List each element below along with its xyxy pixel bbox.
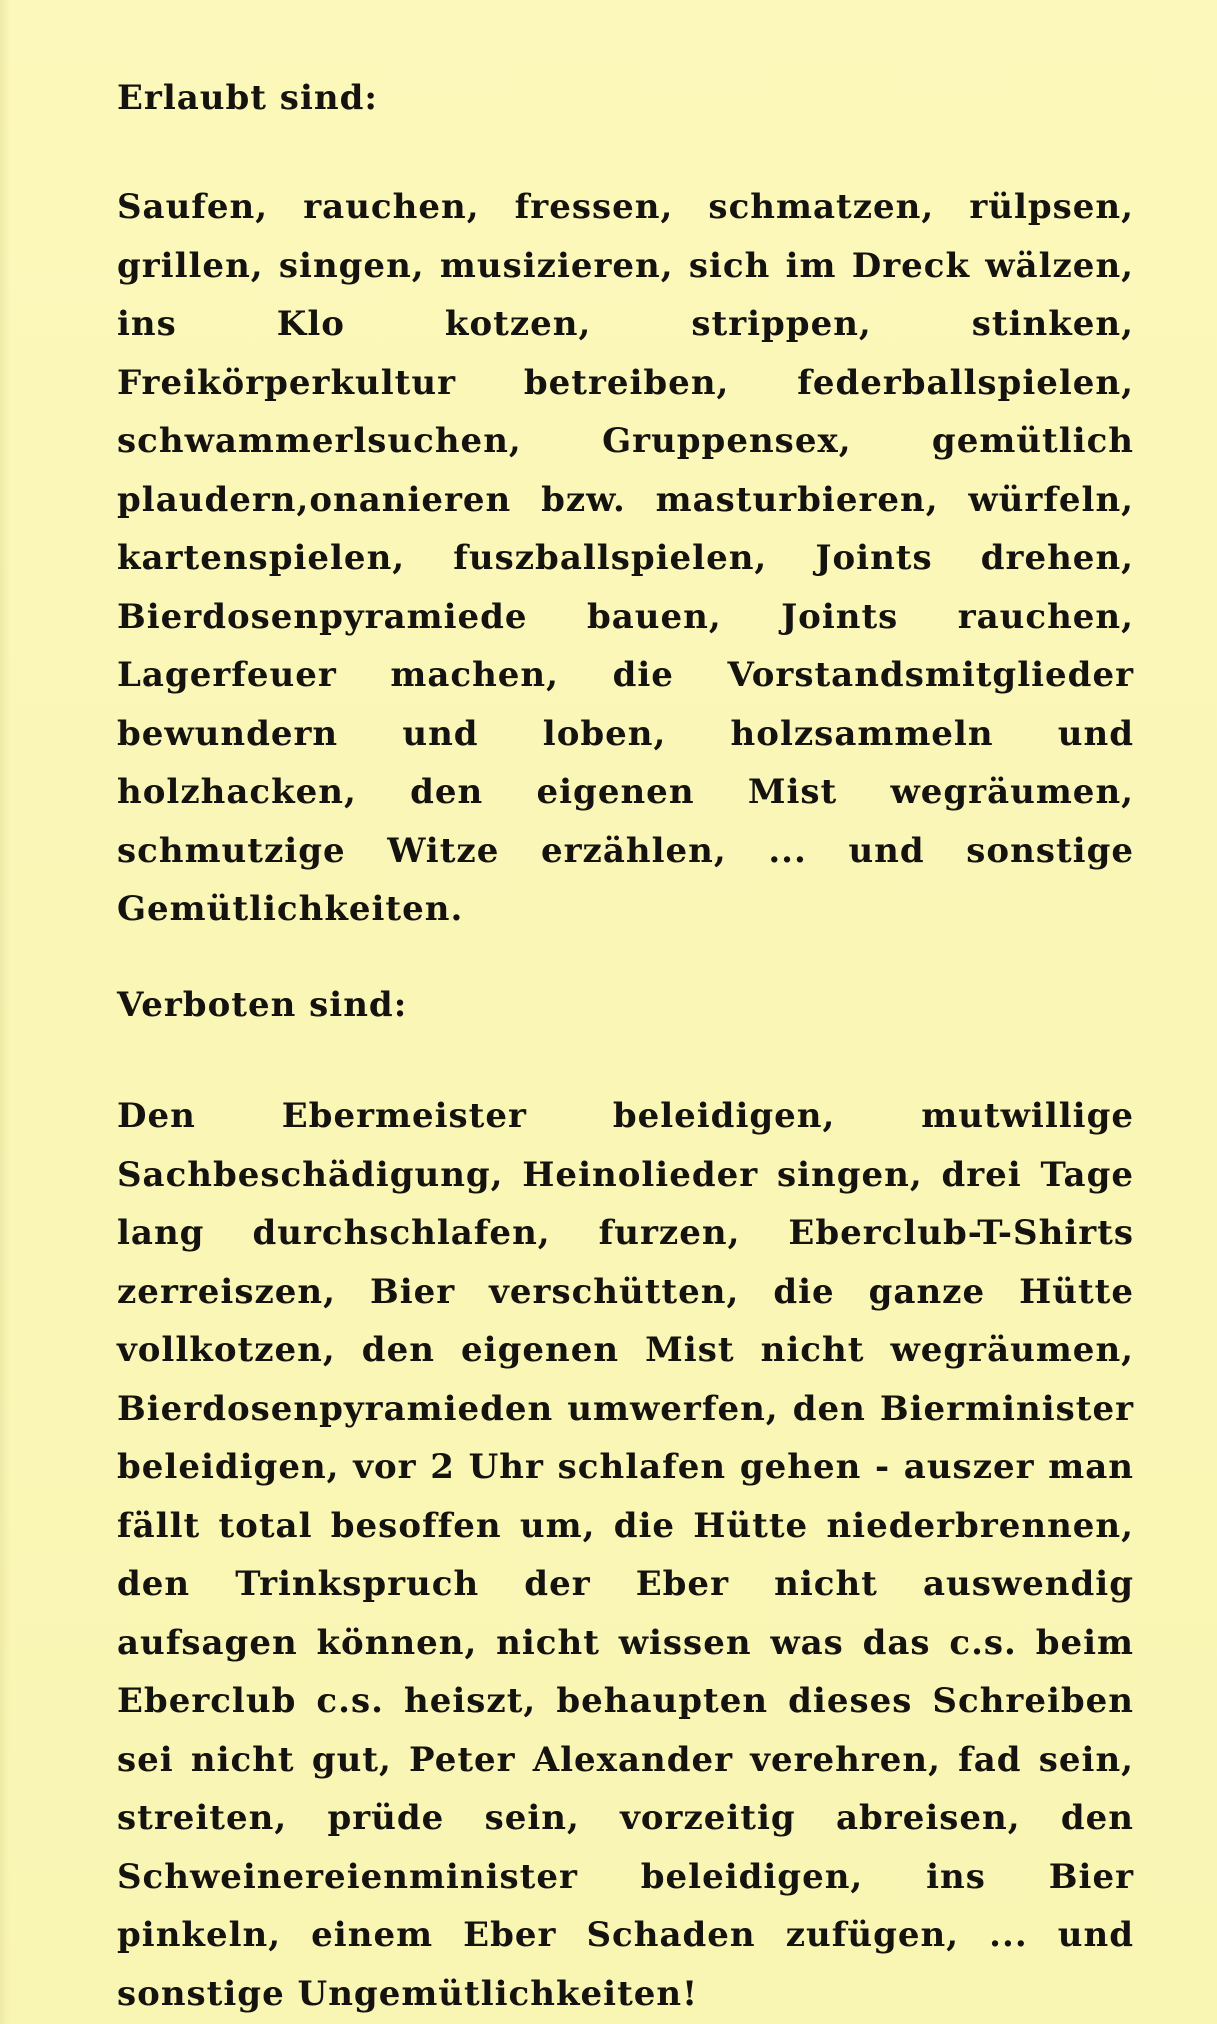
forbidden-paragraph: Den Ebermeister beleidigen, mutwillige Sachbeschädigung, Heinolieder singen, drei Tage lang durchschlafen, furzen, Eberclub-T-Shirts zerreiszen, Bier verschütten, die ganze Hütte vollkotzen, den eigenen Mist nicht wegräumen, Bierdosenpyramieden umwerfen, den Bierminister beleidigen, vor 2 Uhr schlafen gehen - auszer man fällt total besoffen um, die Hütte niederbrennen, den Trinkspruch der Eber nicht auswendig aufsagen können, nicht wissen was das c.s. beim Eberclub c.s. heiszt, behaupten dieses Schreiben sei nicht gut, Peter Alexander verehren, fad sein, streiten, prüde sein, vorzeitig abreisen, den Schweinereienminister beleidigen, ins Bier pinkeln, einem Eber Schaden zufügen, ... und sonstige Ungemütlichkeiten!	[117, 1096, 1134, 2014]
allowed-heading: Erlaubt sind:	[117, 78, 378, 118]
allowed-paragraph: Saufen, rauchen, fressen, schmatzen, rülpsen, grillen, singen, musizieren, sich im Dreck wälzen, ins Klo kotzen, strippen, stinken, Freikörperkultur betreiben, federballspielen, schwammerlsuchen, Gruppensex, gemütlich plaudern,onanieren bzw. masturbieren, würfeln, kartenspielen, fuszballspielen, Joints drehen, Bierdosenpyramiede bauen, Joints rauchen, Lagerfeuer machen, die Vorstandsmitglieder bewundern und loben, holzsammeln und holzhacken, den eigenen Mist wegräumen, schmutzige Witze erzählen, ... und sonstige Gemütlichkeiten.	[117, 187, 1134, 929]
paper-edge-shadow	[0, 0, 10, 2024]
forbidden-heading: Verboten sind:	[117, 985, 408, 1025]
